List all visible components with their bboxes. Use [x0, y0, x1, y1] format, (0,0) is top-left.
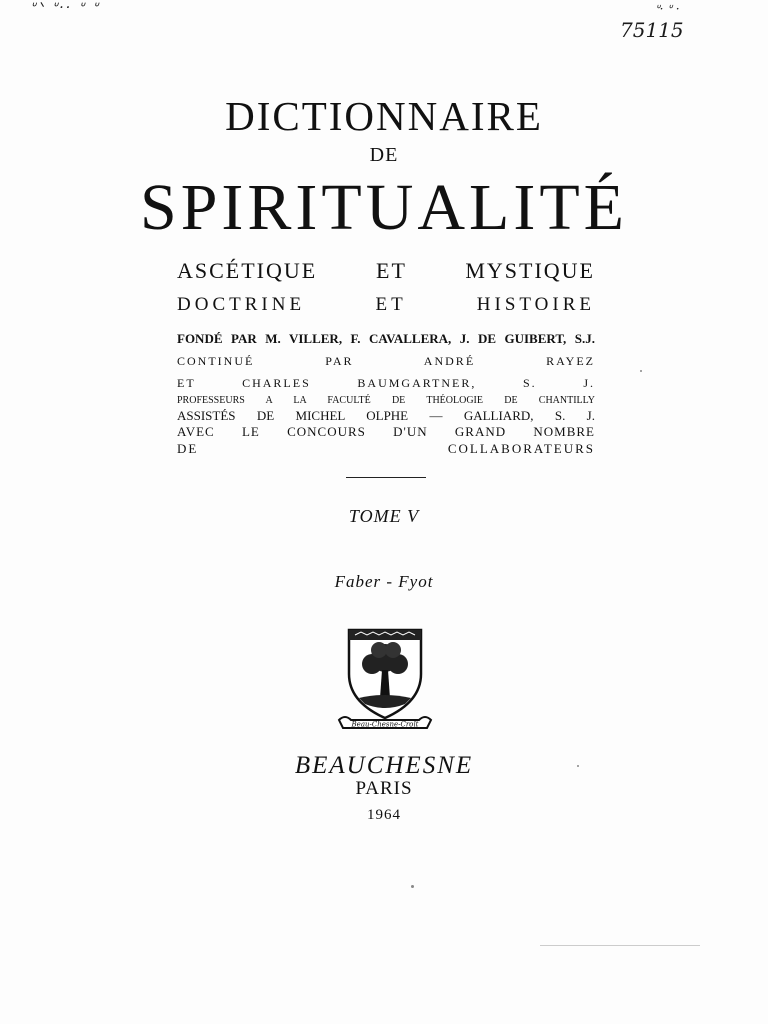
tome-number: TOME V — [348, 506, 420, 526]
credit-assisted: ASSISTÉS DE MICHEL OLPHE — GALLIARD, S. J. — [177, 408, 595, 423]
tree-shield-emblem-icon — [335, 622, 435, 732]
credit-with: AVEC LE CONCOURS D'UN GRAND NOMBRE — [177, 424, 595, 439]
credit-professors: PROFESSEURS A LA FACULTÉ DE THÉOLOGIE DE CHANTILLY — [177, 395, 595, 406]
credit-collaborators: DE COLLABORATEURS — [177, 441, 595, 456]
volume-range: Faber - Fyot — [334, 572, 434, 591]
publisher-name: BEAUCHESNE — [294, 752, 474, 779]
credit-continued: CONTINUÉ PAR ANDRÉ RAYEZ — [177, 354, 595, 368]
handwritten-call-number: 75115 — [620, 18, 684, 42]
handwritten-note-top-right: ᐡ· ᐡ · — [655, 2, 680, 16]
emblem-banner-text: Beau-Chesne-Croît — [351, 720, 419, 729]
divider-rule — [346, 477, 426, 478]
subtitle-ascetique: ASCÉTIQUE ET MYSTIQUE — [177, 258, 595, 283]
publication-year: 1964 — [367, 807, 401, 823]
scan-noise — [540, 945, 700, 946]
title-spiritualite: SPIRITUALITÉ — [140, 171, 628, 244]
scan-speck — [411, 885, 414, 888]
scan-speck — [640, 370, 642, 372]
handwritten-note-top-left: ᐡᐠ ᐡ·· ᐡ ᐡ — [30, 0, 100, 16]
credit-and: ET CHARLES BAUMGARTNER, S. J. — [177, 376, 595, 390]
scan-speck — [577, 765, 579, 767]
subtitle-doctrine: DOCTRINE ET HISTOIRE — [177, 294, 595, 315]
credit-founded: FONDÉ PAR M. VILLER, F. CAVALLERA, J. DE GUIBERT, S.J. — [177, 331, 595, 346]
publisher-city: PARIS — [355, 778, 413, 799]
title-dictionnaire: DICTIONNAIRE — [225, 93, 543, 139]
title-de: DE — [369, 144, 399, 166]
